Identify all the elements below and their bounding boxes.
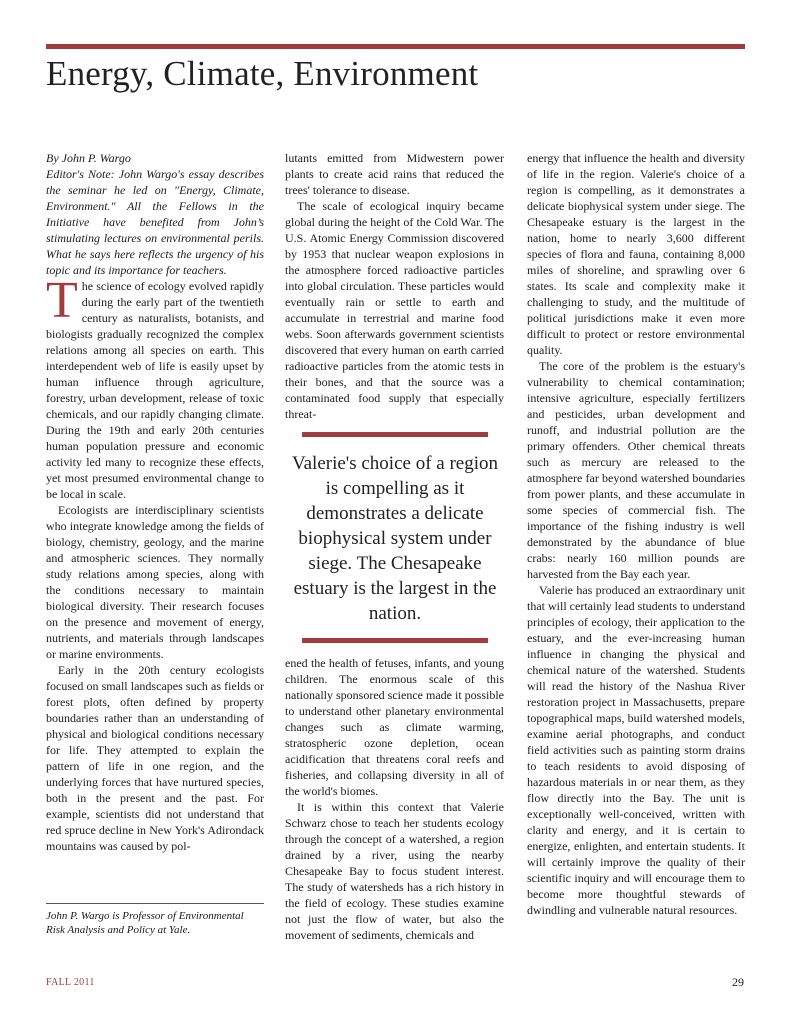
column-3 [527,150,745,918]
editors-note: Editor's Note: John Wargo's essay describes the seminar he led on "Energy, Climate, Environment." All the Fellows in the Initiative have benefited from John’s stimulating lectures on environmental perils. What he says here reflects the urgency of his topic and its importance for teachers. [46,167,264,277]
paragraph: It is within this context that Valerie Schwarz chose to teach her students ecology through the concept of a watershed, a region drained by a river, using the nearby Chesapeake Bay to focus student interest. The study of watersheds has a rich history in the field of ecology. These studies examine not just the flow of water, but also the movement of sediments, chemicals and [285,800,504,942]
issue-label: FALL 2011 [46,977,95,988]
drop-cap: T [46,272,78,329]
column-2-bottom [285,655,504,943]
paragraph: Early in the 20th century ecologists focused on small landscapes such as fields or forest plots, often defined by property boundaries rather than an understanding of physical and biological conditions necessary for life. They attempted to explain the pattern of life in one region, and the underlying forces that have nurtured species, both in the present and the past. For example, scientists did not understand that red spruce decline in New York's Adirondack mountains was caused by pol- [46,663,264,853]
column-2-top [285,150,504,422]
column-1 [46,150,264,854]
pull-quote-rule-bottom [302,638,488,643]
pull-quote [286,432,504,643]
paragraph: The scale of ecological inquiry became global during the height of the Cold War. The U.S. Atomic Energy Commission discovered by 1953 that nuclear weapon explosions in the atmosphere forced radioactive particles into global circulation. These particles would eventually rain or settle to earth and accumulate in terrestrial and marine food webs. Soon afterwards government scientists discovered that every human on earth carried radioactive particles from the atomic tests in their bones, and that the source was a contaminated food supply that especially threat- [285,199,504,421]
author-note: John P. Wargo is Professor of Environmental Risk Analysis and Policy at Yale. [46,903,264,937]
paragraph: ened the health of fetuses, infants, and young children. The enormous scale of this nationally sponsored science made it possible to understand other planetary environmental changes such as climate warming, stratospheric ozone depletion, ocean acidification that threatens coral reefs and fisheries, and collapsing diversity in all of the world's biomes. [285,656,504,798]
paragraph: Valerie has produced an extraordinary unit that will certainly lead students to understand principles of ecology, their application to the estuary, and the ever-increasing human influence in changing the physical and chemical nature of the watershed. Students will read the history of the Nashua River restoration project in Massachusetts, prepare topographical maps, build watershed models, examine aerial photographs, and conduct field activities such as painting storm drains to teach residents to avoid disposing of hazardous materials in or near them, as they flow directly into the Bay. The unit is exceptionally well-conceived, written with clarity and energy, and it is certain to energize, enlighten, and entertain students. It will certainly improve the quality of their scientific inquiry and will encourage them to become more thoughtful stewards of dwindling and vulnerable natural resources. [527,583,745,917]
intro-paragraph [46,272,264,502]
paragraph: The core of the problem is the estuary's vulnerability to chemical contamination; intensive agriculture, especially fertilizers and pesticides, urban development and runoff, and industrial pollution are the primary offenders. Other chemical threats such as mercury are released to the atmosphere far beyond watershed boundaries from power plants, and these accumulate in some species of commercial fish. The importance of the fishing industry is well demonstrated by the abundance of blue crabs: nearly 160 million pounds are harvested from the Bay each year. [527,359,745,581]
byline: By John P. Wargo [46,151,131,165]
paragraph: Ecologists are interdisciplinary scientists who integrate knowledge among the fields of biology, chemistry, geology, and the marine and atmospheric sciences. They normally study relations among species, along with the conditions necessary to maintain biological diversity. Their research focuses on the presence and movement of energy, nutrients, and materials through landscapes or marine environments. [46,503,264,661]
page-number: 29 [732,975,744,989]
paragraph: energy that influence the health and diversity of life in the region. Valerie's choice of a region is compelling, as it demonstrates a delicate biophysical system under siege. The Chesapeake estuary is the largest in the nation, home to nearly 3,600 different species of flora and fauna, containing 8,000 miles of shoreline, and sprawling over 6 states. Its scale and complexity make it challenging to study, and the multitude of political jurisdictions make it even more difficult to protect or restore environmental quality. [527,151,745,357]
article-title: Energy, Climate, Environment [46,54,479,93]
intro-text: he science of ecology evolved rapidly during the early part of the twentieth century as naturalists, botanists, and biologists gradually recognized the complex relations among all species on earth. This interdependent web of life is easily upset by human influence through agriculture, forestry, urban development, release of toxic chemicals, and our rapidly changing climate. During the 19th and early 20th centuries human population pressure and economic activity led many to recognize these effects, yet most presumed environmental change to be local in scale. [46,279,264,501]
paragraph: lutants emitted from Midwestern power plants to create acid rains that reduced the trees' tolerance to disease. [285,151,504,197]
header-rule [46,44,745,49]
pull-quote-text: Valerie's choice of a region is compelling as it demonstrates a delicate biophysical system under siege. The Chesapeake estuary is the largest in the nation. [292,453,498,624]
